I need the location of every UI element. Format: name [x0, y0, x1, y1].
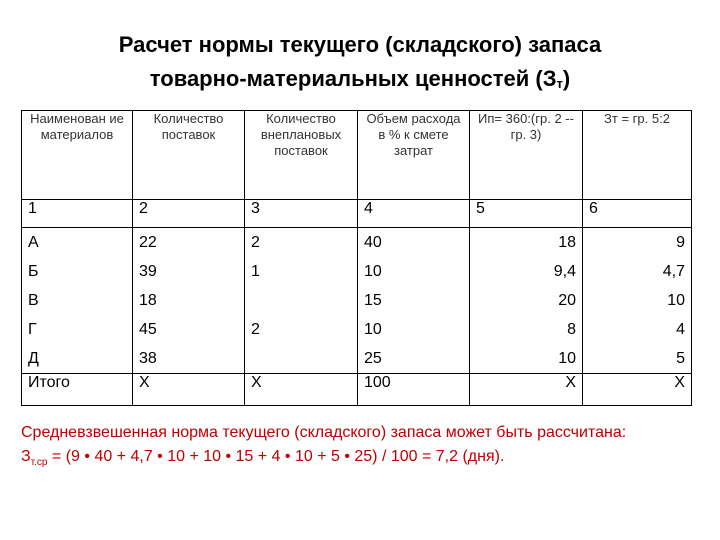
column-number: 6: [583, 200, 692, 228]
data-block: [22, 228, 692, 374]
cell-value: 10: [558, 350, 576, 367]
unplanned-deliveries-cell: [245, 228, 358, 374]
total-cell: Х: [583, 374, 692, 406]
column-number: 3: [245, 200, 358, 228]
header-cell: Объем расхода в % к смете затрат: [358, 111, 470, 200]
formula-body: = (9 • 40 + 4,7 • 10 + 10 • 15 + 4 • 10 + 5 • 25) / 100 = 7,2 (дня).: [47, 448, 505, 465]
cell-value: 4: [676, 321, 685, 338]
cell-value: 15: [364, 292, 382, 309]
header-row: [22, 111, 692, 200]
column-number: 4: [358, 200, 470, 228]
title-line-2-main: товарно-материальных ценностей (З: [149, 66, 557, 91]
header-cell: Количество внеплановых поставок: [245, 111, 358, 200]
formula-subscript: т.ср: [30, 457, 48, 469]
cell-value: Д: [28, 350, 39, 367]
title-line-2: [0, 62, 720, 101]
total-row: [22, 374, 692, 406]
deliveries-cell: [133, 228, 245, 374]
cell-value: 25: [364, 350, 382, 367]
cell-value: Б: [28, 263, 39, 280]
cell-value: 9: [676, 234, 685, 251]
cell-value: 2: [251, 234, 260, 251]
material-names-cell: [22, 228, 133, 374]
column-number: 2: [133, 200, 245, 228]
cell-value: 1: [251, 263, 260, 280]
header-cell: Наименован ие материалов: [22, 111, 133, 200]
stock-norm-table: [21, 110, 692, 406]
page-title: [0, 28, 720, 101]
cell-value: 38: [139, 350, 157, 367]
cell-value: 20: [558, 292, 576, 309]
note-text: Средневзвешенная норма текущего (складского) запаса может быть рассчитана:: [21, 424, 627, 441]
weighted-average-note: [21, 422, 701, 473]
cell-value: 10: [364, 263, 382, 280]
cell-value: 39: [139, 263, 157, 280]
total-cell: Х: [245, 374, 358, 406]
cell-value: 10: [364, 321, 382, 338]
cell-value: 9,4: [553, 263, 576, 280]
title-line-1: Расчет нормы текущего (складского) запаса: [118, 32, 602, 57]
cell-value: [251, 344, 351, 373]
cell-value: А: [28, 234, 39, 251]
cell-value: 40: [364, 234, 382, 251]
title-line-2-end: ): [562, 66, 571, 91]
column-number-row: [22, 200, 692, 228]
cell-value: 18: [558, 234, 576, 251]
header-cell: Зт = гр. 5:2: [583, 111, 692, 200]
total-cell: Х: [133, 374, 245, 406]
column-number: 5: [470, 200, 583, 228]
cell-value: 4,7: [662, 263, 685, 280]
cell-value: 8: [567, 321, 576, 338]
column-number: 1: [22, 200, 133, 228]
cell-value: [251, 286, 351, 315]
consumption-share-cell: [358, 228, 470, 374]
formula-prefix: З: [21, 448, 31, 465]
total-cell: 100: [358, 374, 470, 406]
stock-norm-cell: [583, 228, 692, 374]
title-subscript: т: [556, 76, 563, 91]
cell-value: 22: [139, 234, 157, 251]
total-cell: Х: [470, 374, 583, 406]
interval-cell: [470, 228, 583, 374]
header-cell: Количество поставок: [133, 111, 245, 200]
cell-value: 45: [139, 321, 157, 338]
cell-value: 10: [667, 292, 685, 309]
cell-value: В: [28, 292, 39, 309]
cell-value: 18: [139, 292, 157, 309]
header-cell: Ип= 360:(гр. 2 -- гр. 3): [470, 111, 583, 200]
cell-value: 5: [676, 350, 685, 367]
formula: [21, 446, 701, 473]
total-cell: Итого: [22, 374, 133, 406]
cell-value: Г: [28, 321, 37, 338]
cell-value: 2: [251, 321, 260, 338]
